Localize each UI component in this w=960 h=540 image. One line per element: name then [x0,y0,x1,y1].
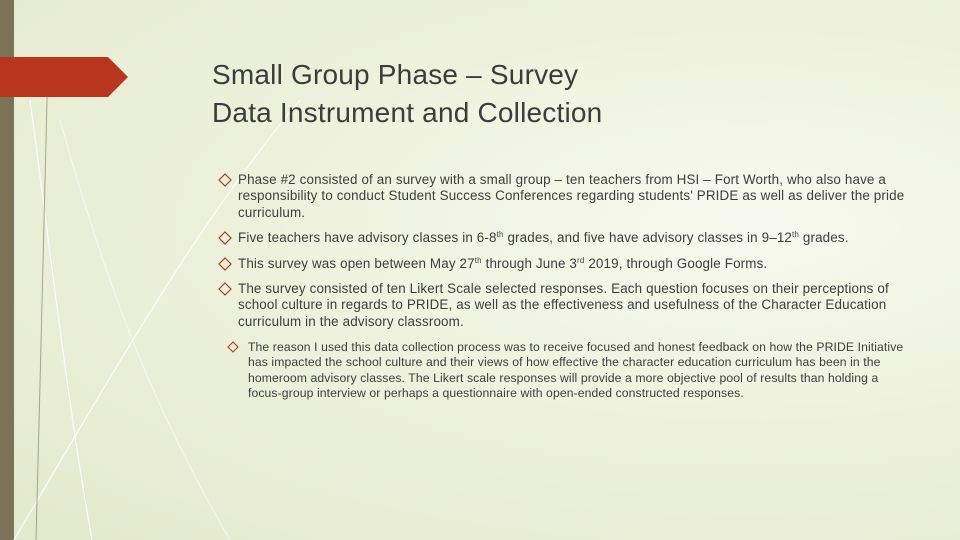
bullet-phase-description [216,172,906,221]
slide-content [216,172,906,410]
superscript: rd [577,255,585,265]
bullet-text-part: 2019, through Google Forms. [584,255,768,271]
diamond-bullet-icon [218,231,232,245]
superscript: th [792,230,799,240]
diamond-bullet-icon [218,173,232,187]
bullet-text-part: This survey was open between May 27 [238,255,475,271]
title-line-2: Data Instrument and Collection [212,97,603,128]
slide-title [212,56,912,132]
title-accent-arrow [0,57,130,97]
diamond-bullet-icon [218,282,232,296]
bullet-survey-structure [216,281,906,401]
bullet-text-part: through June 3 [481,255,578,271]
bullet-text: Phase #2 consisted of an survey with a small group – ten teachers from HSI – Fort Worth, who also have a responsibility to conduct Student Success Conferences regarding students' PRIDE as well as deliver the pride curriculum. [238,172,905,220]
title-line-1: Small Group Phase – Survey [212,59,579,90]
superscript: th [474,255,482,265]
superscript: th [496,230,504,240]
bullet-text-part: grades, and five have advisory classes in 9–12 [503,230,793,246]
sub-bullet-rationale [216,340,906,401]
diamond-bullet-icon [218,257,232,271]
bullet-text: The survey consisted of ten Likert Scale selected responses. Each question focuses on their perceptions of school culture in regards to PRIDE, as well as the effectiveness and usefulness of the Character Education curriculum in the advisory classroom. [238,281,889,329]
bullet-advisory-classes [216,230,906,246]
bullet-text-part: Five teachers have advisory classes in 6-8 [238,230,497,246]
diamond-sub-bullet-icon [227,341,239,353]
bullet-text-part: grades. [799,230,849,246]
bullet-survey-dates [216,256,906,272]
sub-bullet-text: The reason I used this data collection process was to receive focused and honest feedback on how the PRIDE Initiative has impacted the school culture and their views of how effective the character education curriculum has been in the homeroom advisory classes. The Likert scale responses will provide a more objective pool of results than holding a focus-group interview or perhaps a questionnaire with open-ended constructed responses. [248,340,904,400]
